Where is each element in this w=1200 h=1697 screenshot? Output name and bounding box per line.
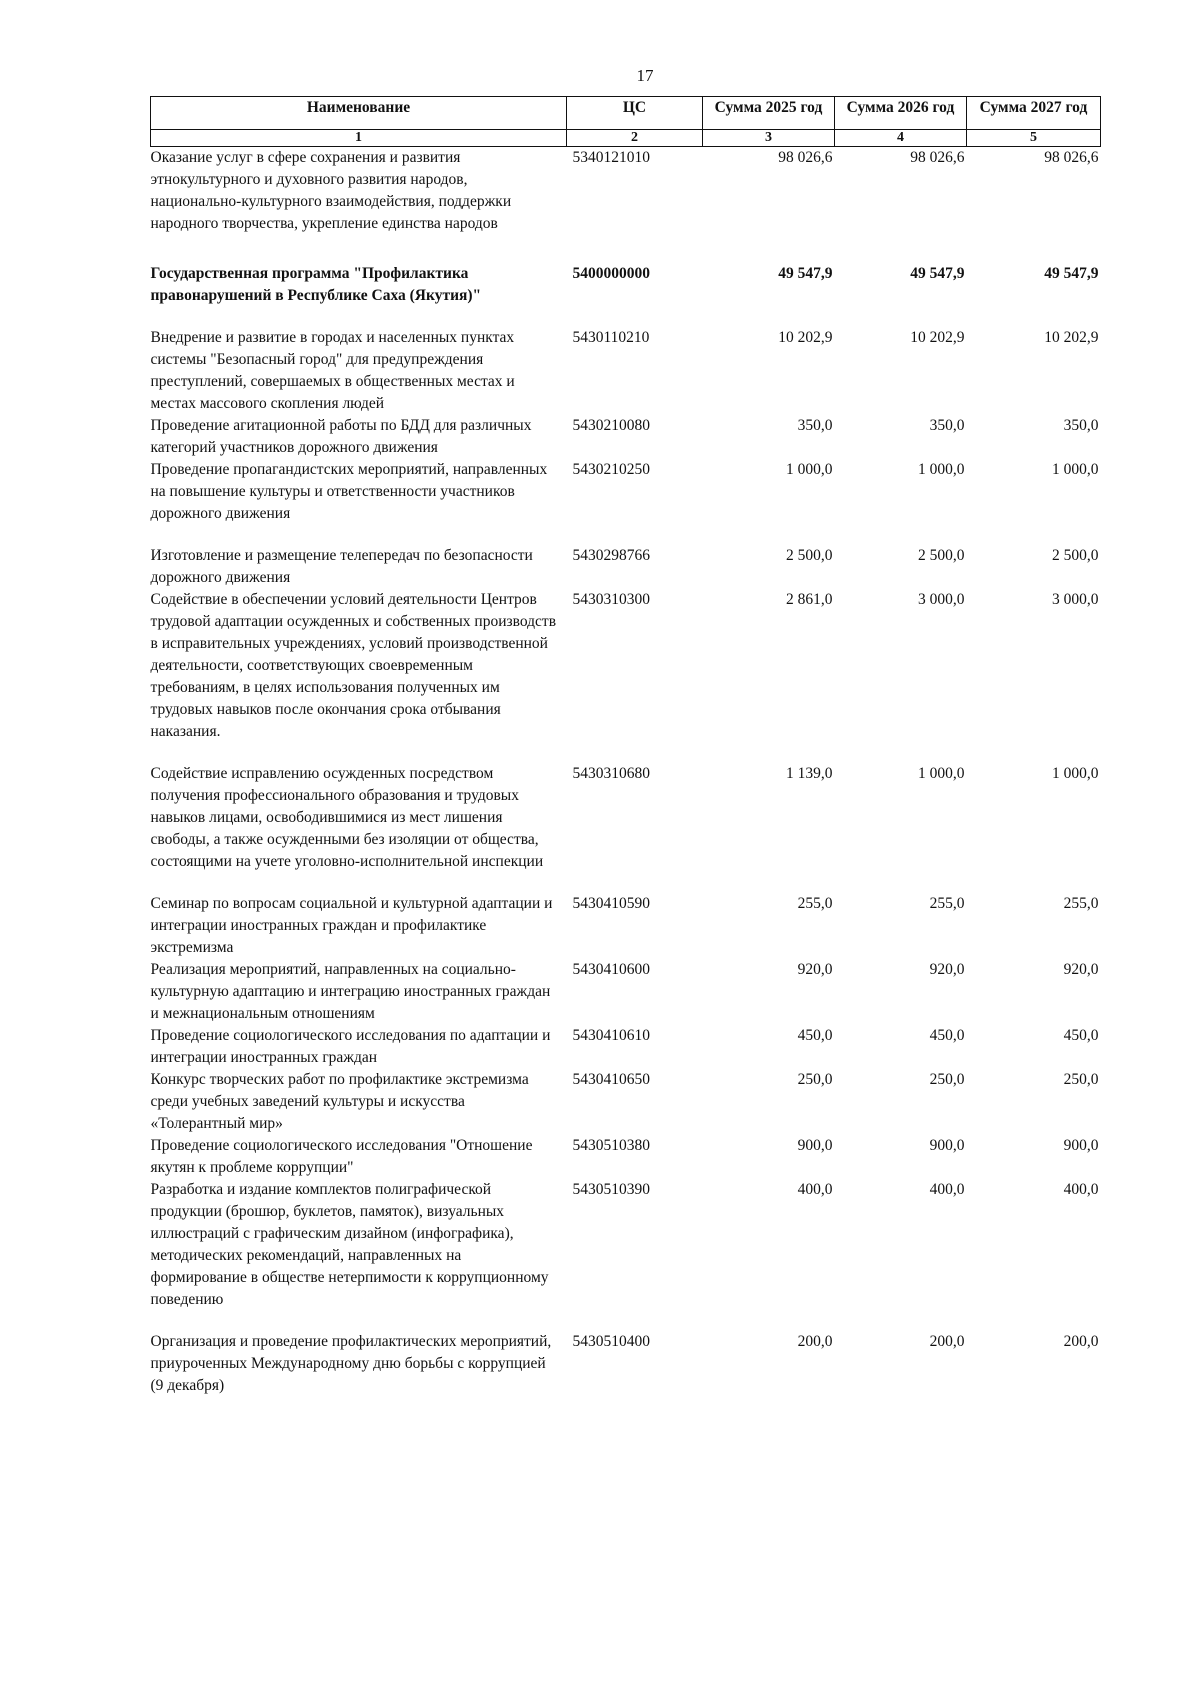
row-sum-2027: 1 000,0: [1052, 765, 1099, 782]
column-number: 1: [151, 130, 567, 147]
column-header-name: Наименование: [151, 97, 567, 130]
row-sum-2027: 10 202,9: [1044, 329, 1099, 346]
row-code: 5400000000: [572, 265, 650, 282]
row-code: 5430410650: [572, 1071, 650, 1088]
row-sum-2025: 255,0: [797, 895, 833, 912]
table-row: [151, 589, 1101, 763]
column-header-code: ЦС: [567, 97, 703, 130]
row-code: 5430310680: [572, 765, 650, 782]
row-code: 5430510380: [572, 1137, 650, 1154]
row-code: 5430410590: [572, 895, 650, 912]
row-sum-2025: 400,0: [797, 1181, 833, 1198]
row-name: Государственная программа "Профилактика правонарушений в Республике Саха (Якутия)": [150, 265, 482, 304]
row-sum-2026: 1 000,0: [918, 765, 965, 782]
row-name: Организация и проведение профилактических мероприятий, приуроченных Международному дню борьбы с коррупцией (9 декабря): [150, 1333, 552, 1394]
column-number: 4: [835, 130, 967, 147]
row-sum-2027: 350,0: [1063, 417, 1099, 434]
row-sum-2025: 1 139,0: [786, 765, 833, 782]
row-code: 5430410610: [572, 1027, 650, 1044]
row-name: Внедрение и развитие в городах и населенных пунктах системы "Безопасный город" для предупреждения преступлений, совершаемых в общественных местах и местах массового скопления людей: [150, 329, 515, 412]
row-name: Содействие в обеспечении условий деятельности Центров трудовой адаптации осужденных и собственных производств в исправительных учреждениях, условий производственной деятельности, соответствующих своевременным требованиям, в целях использования полученных им трудовых навыков после окончания срока отбывания наказания.: [150, 591, 557, 740]
table-row: [151, 893, 1101, 959]
table-row: [151, 1069, 1101, 1135]
page-number: 17: [636, 66, 654, 85]
table-row: [151, 255, 1101, 327]
row-name: Проведение социологического исследования "Отношение якутян к проблеме коррупции": [150, 1137, 533, 1176]
table-body: [151, 147, 1101, 1398]
row-sum-2025: 200,0: [797, 1333, 833, 1350]
row-sum-2026: 350,0: [929, 417, 965, 434]
row-name: Изготовление и размещение телепередач по безопасности дорожного движения: [150, 547, 533, 586]
row-name: Проведение социологического исследования по адаптации и интеграции иностранных граждан: [150, 1027, 551, 1066]
row-sum-2027: 3 000,0: [1052, 591, 1099, 608]
row-code: 5430210250: [572, 461, 650, 478]
row-sum-2026: 200,0: [929, 1333, 965, 1350]
row-sum-2026: 49 547,9: [910, 265, 965, 282]
row-sum-2027: 200,0: [1063, 1333, 1099, 1350]
row-sum-2027: 98 026,6: [1044, 149, 1099, 166]
row-sum-2026: 900,0: [929, 1137, 965, 1154]
row-name: Реализация мероприятий, направленных на социально-культурную адаптацию и интеграцию иностранных граждан и межнациональным отношениям: [150, 961, 551, 1022]
table-row: [151, 1025, 1101, 1069]
row-sum-2025: 920,0: [797, 961, 833, 978]
row-sum-2026: 1 000,0: [918, 461, 965, 478]
row-sum-2026: 920,0: [929, 961, 965, 978]
table-row: [151, 1331, 1101, 1397]
row-sum-2025: 900,0: [797, 1137, 833, 1154]
table-row: [151, 545, 1101, 589]
table-row: [151, 959, 1101, 1025]
row-sum-2025: 450,0: [797, 1027, 833, 1044]
row-sum-2027: 49 547,9: [1044, 265, 1099, 282]
column-header-sum-2025: Сумма 2025 год: [703, 97, 835, 130]
table-row: [151, 327, 1101, 415]
row-sum-2025: 1 000,0: [786, 461, 833, 478]
budget-table: [150, 96, 1101, 1397]
column-number-row: [151, 130, 1101, 147]
row-name: Проведение пропагандистских мероприятий, направленных на повышение культуры и ответственности участников дорожного движения: [150, 461, 548, 522]
column-header-sum-2027: Сумма 2027 год: [967, 97, 1101, 130]
row-sum-2027: 920,0: [1063, 961, 1099, 978]
table-row: [151, 1179, 1101, 1331]
row-sum-2026: 255,0: [929, 895, 965, 912]
row-sum-2027: 255,0: [1063, 895, 1099, 912]
table-row: [151, 763, 1101, 893]
row-sum-2027: 2 500,0: [1052, 547, 1099, 564]
row-sum-2025: 250,0: [797, 1071, 833, 1088]
row-code: 5430310300: [572, 591, 650, 608]
row-name: Оказание услуг в сфере сохранения и развития этнокультурного и духовного развития народов, национально-культурного взаимодействия, поддержки народного творчества, укрепление единства народов: [150, 149, 512, 232]
row-sum-2026: 450,0: [929, 1027, 965, 1044]
row-code: 5430510390: [572, 1181, 650, 1198]
row-sum-2025: 350,0: [797, 417, 833, 434]
row-sum-2025: 2 500,0: [786, 547, 833, 564]
table-row: [151, 415, 1101, 459]
table-row: [151, 1135, 1101, 1179]
table-header-row: [151, 97, 1101, 130]
row-code: 5340121010: [572, 149, 650, 166]
row-sum-2026: 3 000,0: [918, 591, 965, 608]
row-name: Конкурс творческих работ по профилактике экстремизма среди учебных заведений культуры и искусства «Толерантный мир»: [150, 1071, 529, 1132]
row-code: 5430298766: [572, 547, 650, 564]
row-name: Содействие исправлению осужденных посредством получения профессионального образования и трудовых навыков лицами, освободившимися из мест лишения свободы, а также осужденными без изоляции от общества, состоящими на учете уголовно-исполнительной инспекции: [150, 765, 544, 870]
row-sum-2026: 2 500,0: [918, 547, 965, 564]
row-code: 5430510400: [572, 1333, 650, 1350]
row-sum-2027: 900,0: [1063, 1137, 1099, 1154]
row-sum-2025: 98 026,6: [778, 149, 833, 166]
row-sum-2026: 98 026,6: [910, 149, 965, 166]
row-code: 5430110210: [572, 329, 650, 346]
row-sum-2026: 400,0: [929, 1181, 965, 1198]
row-name: Семинар по вопросам социальной и культурной адаптации и интеграции иностранных граждан и профилактике экстремизма: [150, 895, 553, 956]
column-number: 2: [567, 130, 703, 147]
table-row: [151, 459, 1101, 545]
row-name: Разработка и издание комплектов полиграфической продукции (брошюр, буклетов, памяток), визуальных иллюстраций с графическим дизайном (инфографика), методических рекомендаций, направленных на формирование в обществе нетерпимости к коррупционному поведению: [150, 1181, 549, 1308]
column-number: 5: [967, 130, 1101, 147]
row-name: Проведение агитационной работы по БДД для различных категорий участников дорожного движения: [150, 417, 532, 456]
row-sum-2026: 250,0: [929, 1071, 965, 1088]
row-sum-2027: 400,0: [1063, 1181, 1099, 1198]
row-code: 5430210080: [572, 417, 650, 434]
row-code: 5430410600: [572, 961, 650, 978]
column-header-sum-2026: Сумма 2026 год: [835, 97, 967, 130]
table-row: [151, 147, 1101, 256]
row-sum-2025: 10 202,9: [778, 329, 833, 346]
row-sum-2025: 49 547,9: [778, 265, 833, 282]
row-sum-2027: 450,0: [1063, 1027, 1099, 1044]
budget-sheet: [150, 96, 1100, 1397]
row-sum-2027: 250,0: [1063, 1071, 1099, 1088]
row-sum-2027: 1 000,0: [1052, 461, 1099, 478]
column-number: 3: [703, 130, 835, 147]
row-sum-2026: 10 202,9: [910, 329, 965, 346]
row-sum-2025: 2 861,0: [786, 591, 833, 608]
